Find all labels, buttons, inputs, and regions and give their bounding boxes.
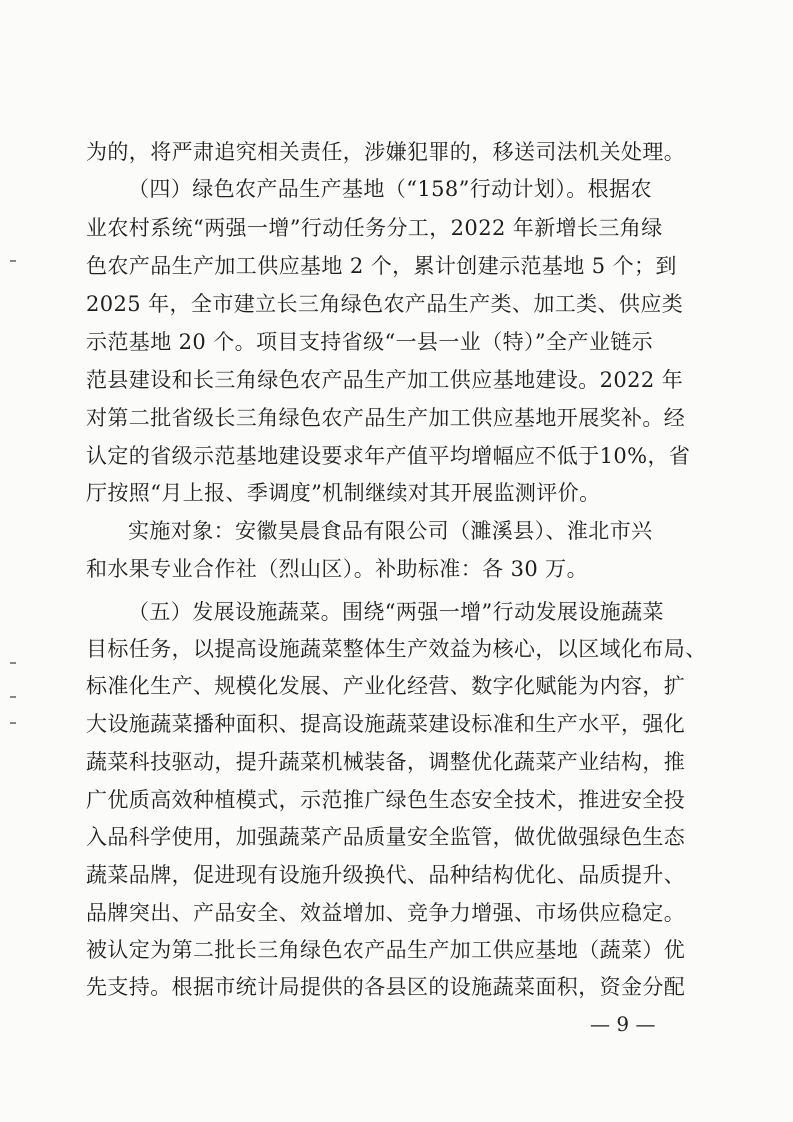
text-line: 业农村系统“两强一增”行动任务分工，2022 年新增长三角绿	[86, 216, 663, 240]
text-line: 厅按照“月上报、季调度”机制继续对其开展监测评价。	[86, 481, 601, 505]
text-line: 色农产品生产加工供应基地 2 个，累计创建示范基地 5 个；到	[86, 254, 677, 278]
text-line: 大设施蔬菜播种面积、提高设施蔬菜建设标准和生产水平，强化	[86, 712, 686, 736]
binding-mark	[10, 260, 16, 262]
text-line: 广优质高效种植模式，示范推广绿色生态安全技术，推进安全投	[86, 788, 686, 812]
text-line: 被认定为第二批长三角绿色农产品生产加工供应基地（蔬菜）优	[86, 938, 686, 962]
binding-mark	[10, 662, 16, 664]
binding-mark	[10, 696, 16, 698]
text-line: 目标任务，以提高设施蔬菜整体生产效益为核心，以区域化布局、	[86, 637, 707, 661]
text-line: 实施对象：安徽昊晨食品有限公司（濉溪县）、淮北市兴	[128, 519, 653, 543]
text-line: 蔬菜科技驱动，提升蔬菜机械装备，调整优化蔬菜产业结构，推	[86, 750, 686, 774]
text-line: 入品科学使用，加强蔬菜产品质量安全监管，做优做强绿色生态	[86, 825, 686, 849]
text-line: 认定的省级示范基地建设要求年产值平均增幅应不低于10%，省	[86, 444, 691, 468]
text-line: 2025 年，全市建立长三角绿色农产品生产类、加工类、供应类	[86, 292, 684, 316]
text-line: （五）发展设施蔬菜。围绕“两强一增”行动发展设施蔬菜	[128, 600, 664, 624]
binding-mark	[10, 722, 16, 724]
text-line: 为的，将严肃追究相关责任，涉嫌犯罪的，移送司法机关处理。	[86, 140, 686, 164]
text-line: 标准化生产、规模化发展、产业化经营、数字化赋能为内容，扩	[86, 674, 686, 698]
text-line: 和水果专业合作社（烈山区）。补助标准：各 30 万。	[86, 557, 588, 581]
text-line: 品牌突出、产品安全、效益增加、竞争力增强、市场供应稳定。	[86, 901, 686, 925]
text-line: 蔬菜品牌，促进现有设施升级换代、品种结构优化、品质提升、	[86, 863, 686, 887]
page-number: — 9 —	[590, 1012, 656, 1036]
text-line: 示范基地 20 个。项目支持省级“一县一业（特）”全产业链示	[86, 330, 654, 354]
text-line: 范县建设和长三角绿色农产品生产加工供应基地建设。2022 年	[86, 368, 684, 392]
text-line: 对第二批省级长三角绿色农产品生产加工供应基地开展奖补。经	[86, 406, 686, 430]
text-line: （四）绿色农产品生产基地（“158”行动计划）。根据农	[128, 177, 652, 201]
text-line: 先支持。根据市统计局提供的各县区的设施蔬菜面积，资金分配	[86, 975, 686, 999]
